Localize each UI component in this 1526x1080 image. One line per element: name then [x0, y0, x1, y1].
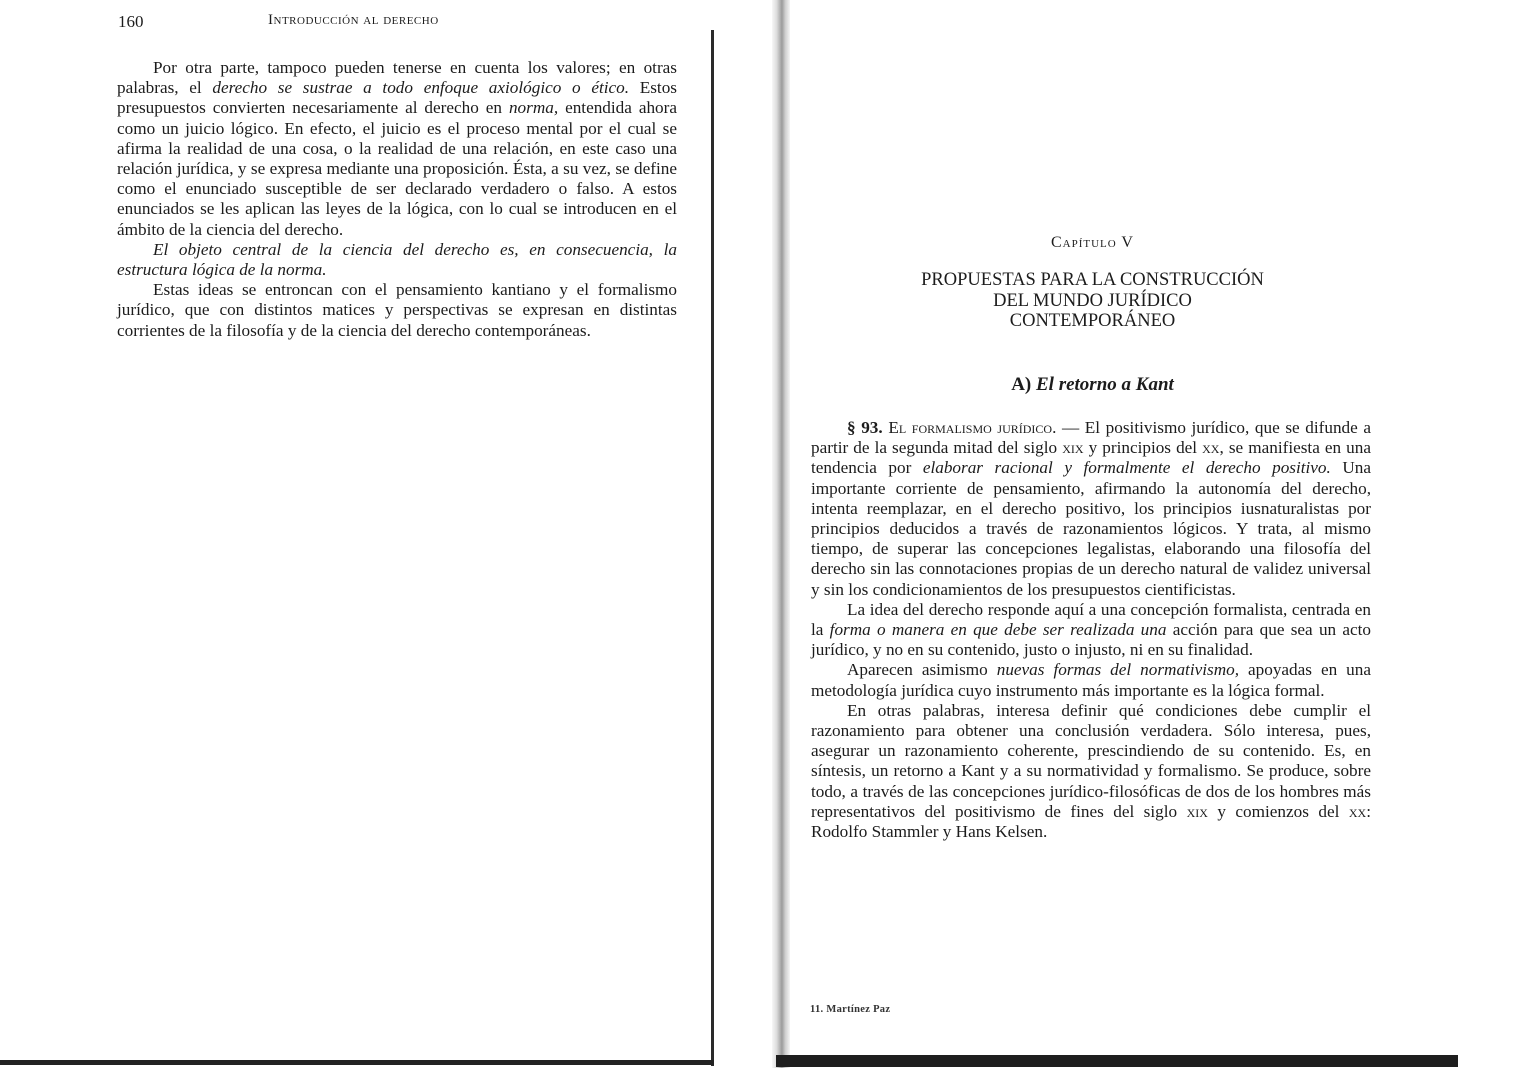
running-header-title: Introducción al derecho — [268, 12, 439, 28]
paragraph: Por otra parte, tampoco pueden tenerse en cuenta los valores; en otras palabras, el derecho se sustrae a todo enfoque axiológico o ético. Estos presupuestos convierten necesariamente al derecho en norma, entendida ahora como un juicio lógico. En efecto, el juicio es el proceso mental por el cual se afirma la realidad de una cosa, o la realidad de una relación, en este caso una relación jurídica, y se expresa mediante una proposición. Ésta, a su vez, se define como el enunciado susceptible de ser declarado verdadero o falso. A estos enunciados se les aplican las leyes de la lógica, con lo cual se introducen en el ámbito de la ciencia del derecho. — [117, 58, 677, 239]
page-edge-rule — [711, 30, 714, 1066]
paragraph: § 93. El formalismo jurídico. — El positivismo jurídico, que se difunde a partir de la segunda mitad del siglo xix y principios del xx, se manifiesta en una tendencia por elaborar racional y formalmente el derecho positivo. Una importante corriente de pensamiento, afirmando la autonomía del derecho, intenta reemplazar, en el derecho positivo, los principios iusnaturalistas por principios deducidos a través de razonamientos lógicos. Y trata, al mismo tiempo, de superar las concepciones legalistas, elaborando una filosofía del derecho sin las connotaciones propias de un derecho natural de validez universal y sin los condicionamientos de los presupuestos cientificistas. — [811, 418, 1372, 599]
chapter-title-line: DEL MUNDO JURÍDICO — [993, 290, 1192, 311]
section-heading: A) El retorno a Kant — [1011, 374, 1174, 395]
chapter-title-line: CONTEMPORÁNEO — [1009, 311, 1176, 331]
paragraph: La idea del derecho responde aquí a una concepción formalista, centrada en la forma o manera en que debe ser realizada una acción para que sea un acto jurídico, y no en su contenido, justo o injusto, ni en su finalidad. — [811, 599, 1372, 660]
page-number: 160 — [118, 12, 144, 31]
book-spine-shadow — [772, 0, 790, 1068]
running-header — [118, 12, 718, 32]
paragraph: Estas ideas se entroncan con el pensamiento kantiano y el formalismo jurídico, que con distintos matices y perspectivas se expresan en distintas corrientes de la filosofía y de la ciencia del derecho contemporáneas. — [117, 280, 677, 340]
paragraph-italic: El objeto central de la ciencia del derecho es, en consecuencia, la estructura lógica de la norma. — [117, 239, 677, 280]
chapter-label: Capítulo V — [1051, 234, 1134, 251]
page-bottom-rule-right — [776, 1055, 1458, 1067]
chapter-title-line: PROPUESTAS PARA LA CONSTRUCCIÓN — [921, 270, 1264, 290]
left-page — [0, 0, 720, 1080]
paragraph: En otras palabras, interesa definir qué condiciones debe cumplir el razonamiento para obtener una conclusión verdadera. Sólo interesa, pues, asegurar un razonamiento coherente, prescindiendo de su contenido. Es, en síntesis, un retorno a Kant y a su normatividad y formalismo. Se produce, sobre todo, a través de las concepciones jurídico-filosóficas de dos de los hombres más representativos del positivismo de fines del siglo xix y comienzos del xx: Rodolfo Stammler y Hans Kelsen. — [811, 700, 1371, 842]
paragraph: Aparecen asimismo nuevas formas del normativismo, apoyadas en una metodología jurídica cuyo instrumento más importante es la lógica formal. — [811, 660, 1371, 700]
left-body-text — [117, 58, 677, 341]
page-bottom-rule — [0, 1060, 714, 1065]
signature-mark: 11. Martínez Paz — [810, 1004, 891, 1015]
chapter-title — [810, 270, 1375, 332]
right-body-text — [811, 418, 1371, 842]
